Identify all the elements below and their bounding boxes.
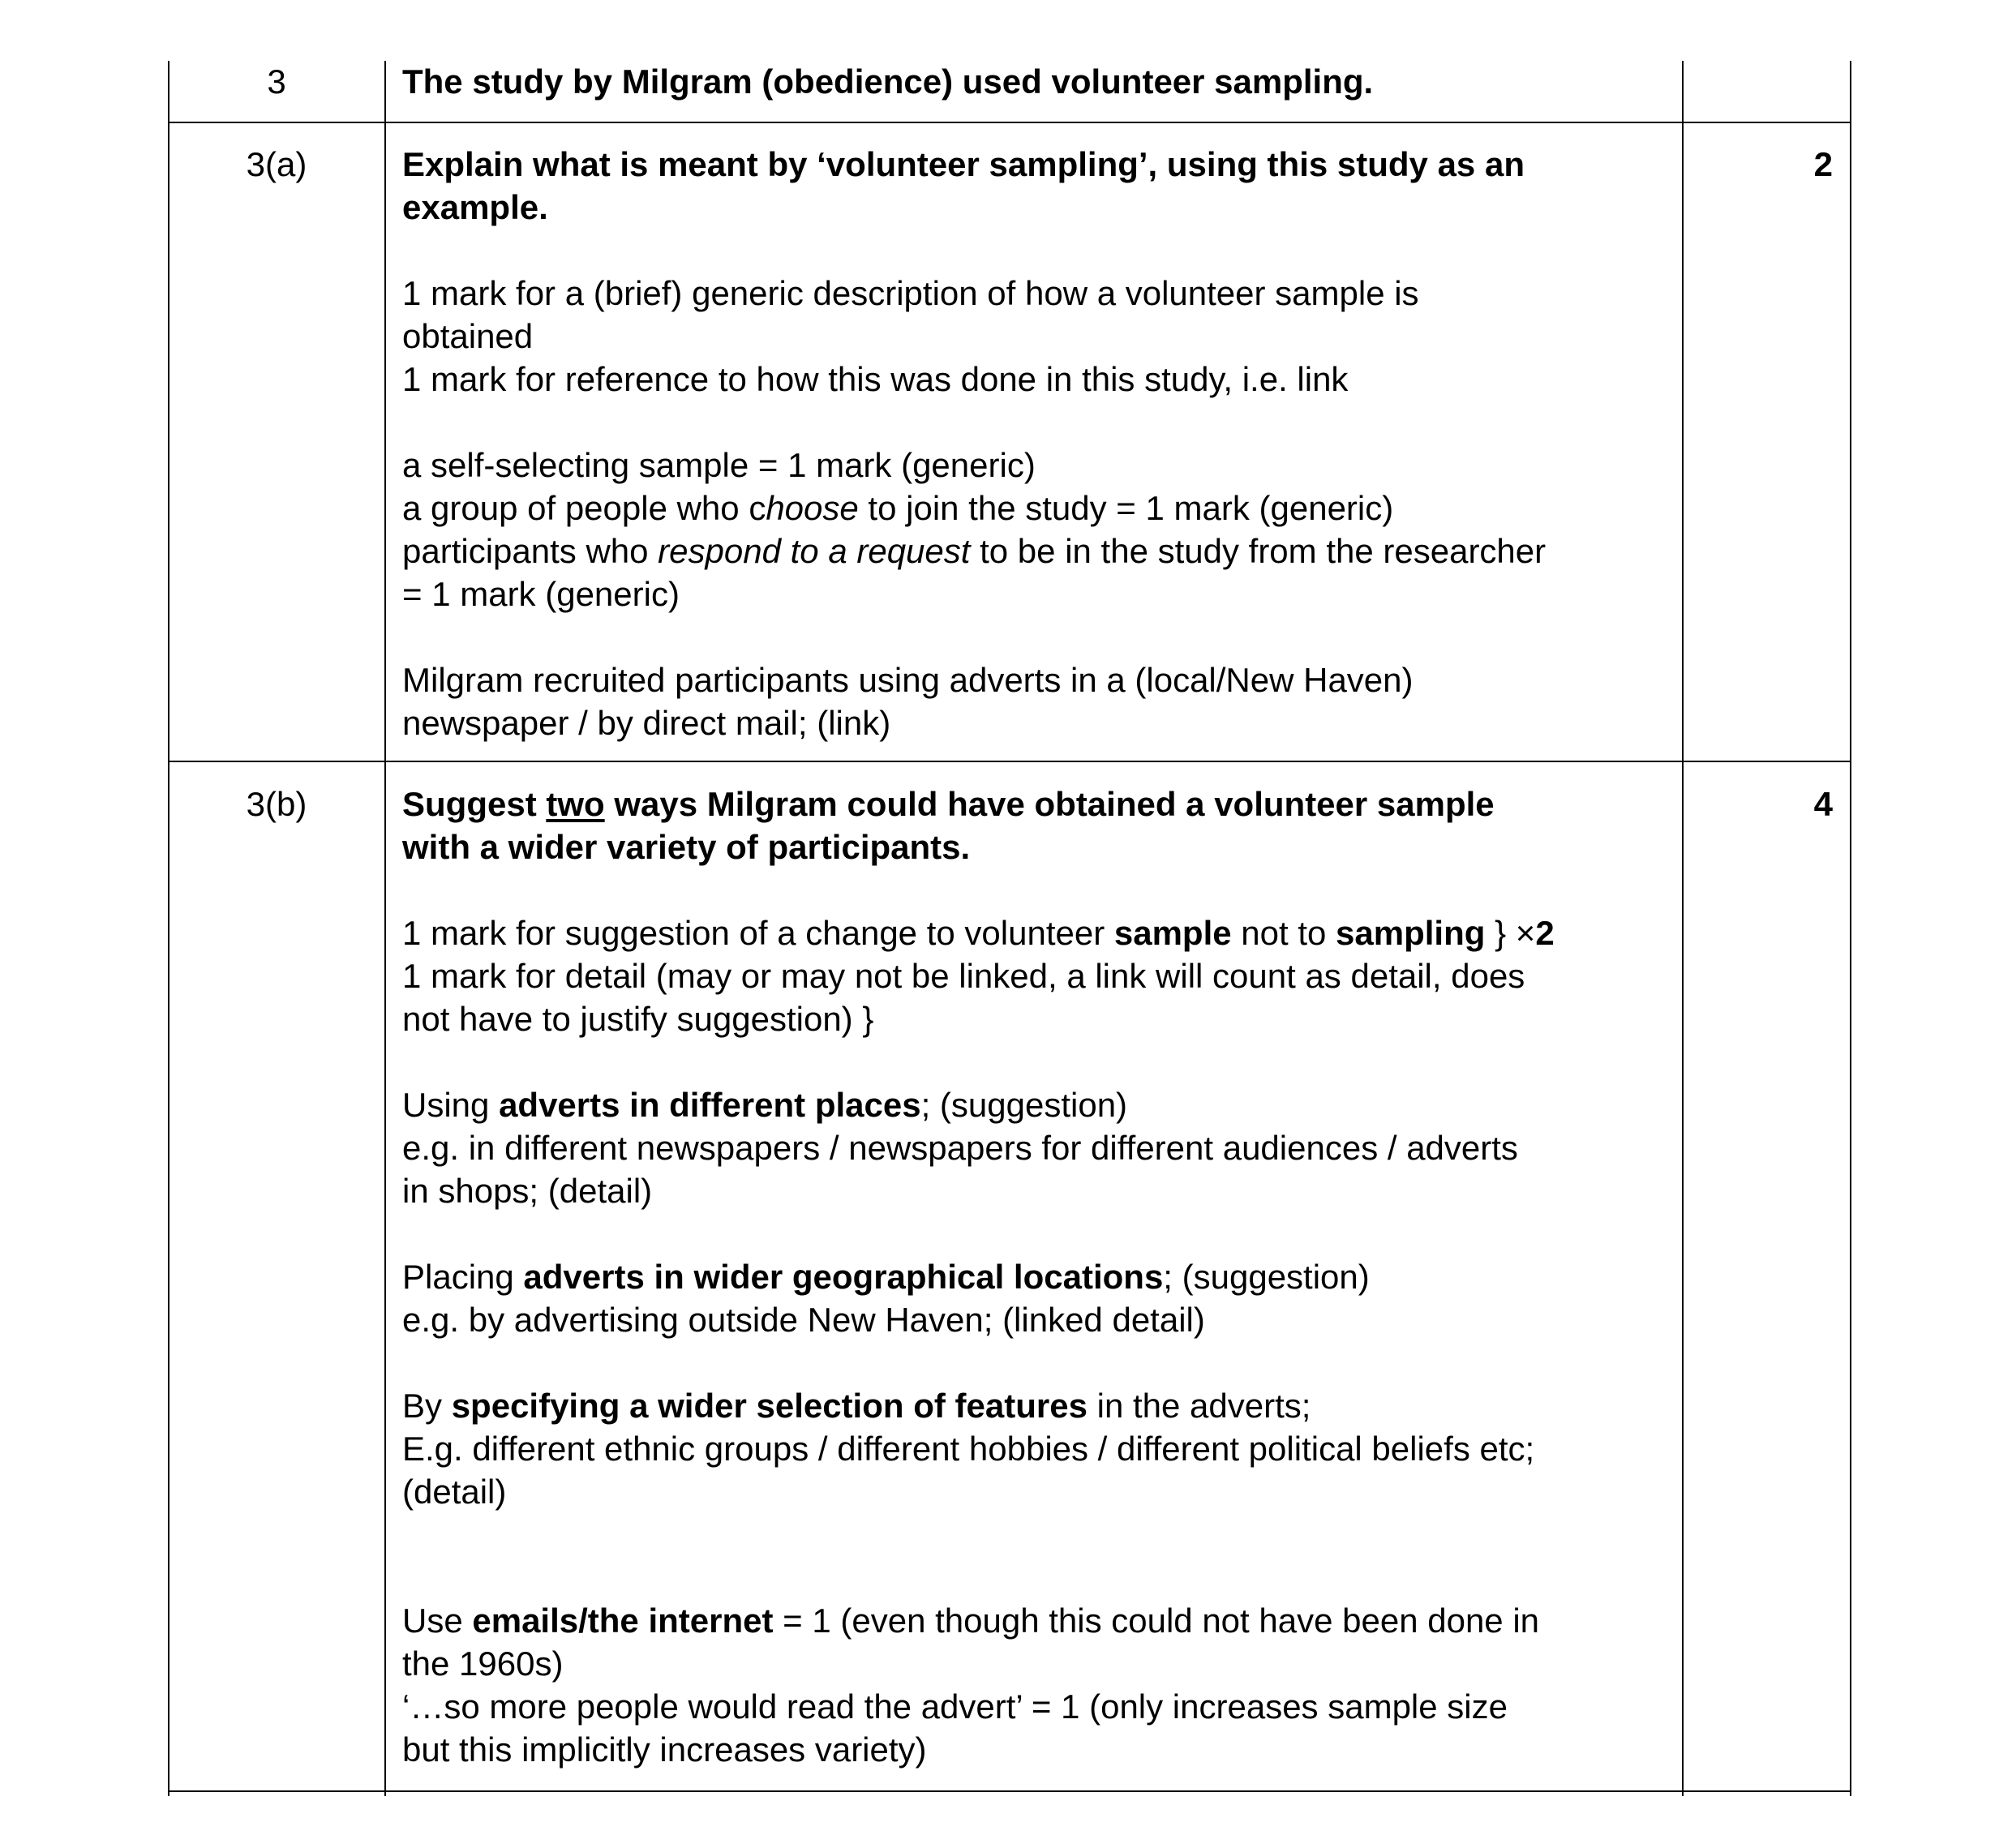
answer-respond-line2: = 1 mark (generic)	[402, 575, 680, 613]
question-3b-text-line1: Suggest two ways Milgram could have obtained a volunteer sample	[402, 785, 1495, 823]
answer-choose: a group of people who choose to join the study = 1 mark (generic)	[402, 489, 1394, 527]
question-number-3b: 3(b)	[246, 785, 307, 823]
suggestion-1-line3: in shops; (detail)	[402, 1172, 653, 1210]
row-divider-2	[168, 761, 1851, 762]
suggestion-3-line1: By specifying a wider selection of features in the adverts;	[402, 1387, 1311, 1425]
mark-guidance-line1: 1 mark for a (brief) generic description of how a volunteer sample is	[402, 274, 1419, 312]
question-3b-content	[402, 783, 1675, 1771]
suggestion-3-line3: (detail)	[402, 1473, 507, 1511]
marks-3b: 4	[1813, 785, 1833, 823]
suggestion-3-line2: E.g. different ethnic groups / different hobbies / different political beliefs etc;	[402, 1430, 1535, 1468]
question-3b-text-line2: with a wider variety of participants.	[402, 828, 971, 866]
table-right-border	[1850, 61, 1851, 1796]
suggestion-4-line4: but this implicitly increases variety)	[402, 1730, 927, 1769]
column-divider-2	[1682, 61, 1684, 1796]
mark-guidance-line3: 1 mark for reference to how this was done in this study, i.e. link	[402, 360, 1349, 398]
table-left-border	[168, 61, 169, 1796]
answer-respond-line1: participants who respond to a request to be in the study from the researcher	[402, 532, 1547, 570]
suggestion-4-line1: Use emails/the internet = 1 (even though this could not have been done in	[402, 1601, 1540, 1640]
suggestion-1-line2: e.g. in different newspapers / newspapers for different audiences / adverts	[402, 1129, 1518, 1167]
link-answer-line1: Milgram recruited participants using adverts in a (local/New Haven)	[402, 661, 1414, 699]
suggestion-2-line1: Placing adverts in wider geographical locations; (suggestion)	[402, 1258, 1370, 1296]
question-number-3: 3	[267, 62, 286, 101]
suggestion-2-line2: e.g. by advertising outside New Haven; (linked detail)	[402, 1301, 1205, 1339]
table-bottom-border	[168, 1790, 1851, 1792]
suggestion-1-line1: Using adverts in different places; (suggestion)	[402, 1086, 1128, 1124]
question-3a-text-line1: Explain what is meant by ‘volunteer sampling’, using this study as an	[402, 145, 1525, 183]
question-stem-3	[402, 60, 1675, 103]
answer-self-selecting: a self-selecting sample = 1 mark (generic)	[402, 446, 1036, 484]
suggestion-4-line3: ‘…so more people would read the advert’ = 1 (only increases sample size	[402, 1687, 1508, 1726]
row-divider-1	[168, 122, 1851, 123]
question-3a-text-line2: example.	[402, 188, 548, 226]
column-divider-1	[384, 61, 386, 1796]
question-number-3a: 3(a)	[246, 145, 307, 183]
suggestion-4-line2: the 1960s)	[402, 1644, 564, 1683]
question-stem-text: The study by Milgram (obedience) used volunteer sampling.	[402, 62, 1374, 101]
mark-guidance-detail-line1: 1 mark for detail (may or may not be linked, a link will count as detail, does	[402, 957, 1525, 995]
mark-guidance-line2: obtained	[402, 317, 534, 355]
question-3a-content	[402, 143, 1675, 744]
link-answer-line2: newspaper / by direct mail; (link)	[402, 704, 891, 742]
mark-guidance-detail-line2: not have to justify suggestion) }	[402, 1000, 874, 1038]
mark-guidance-suggestion: 1 mark for suggestion of a change to volunteer sample not to sampling } ×2	[402, 914, 1555, 952]
marks-3a: 2	[1813, 145, 1833, 183]
